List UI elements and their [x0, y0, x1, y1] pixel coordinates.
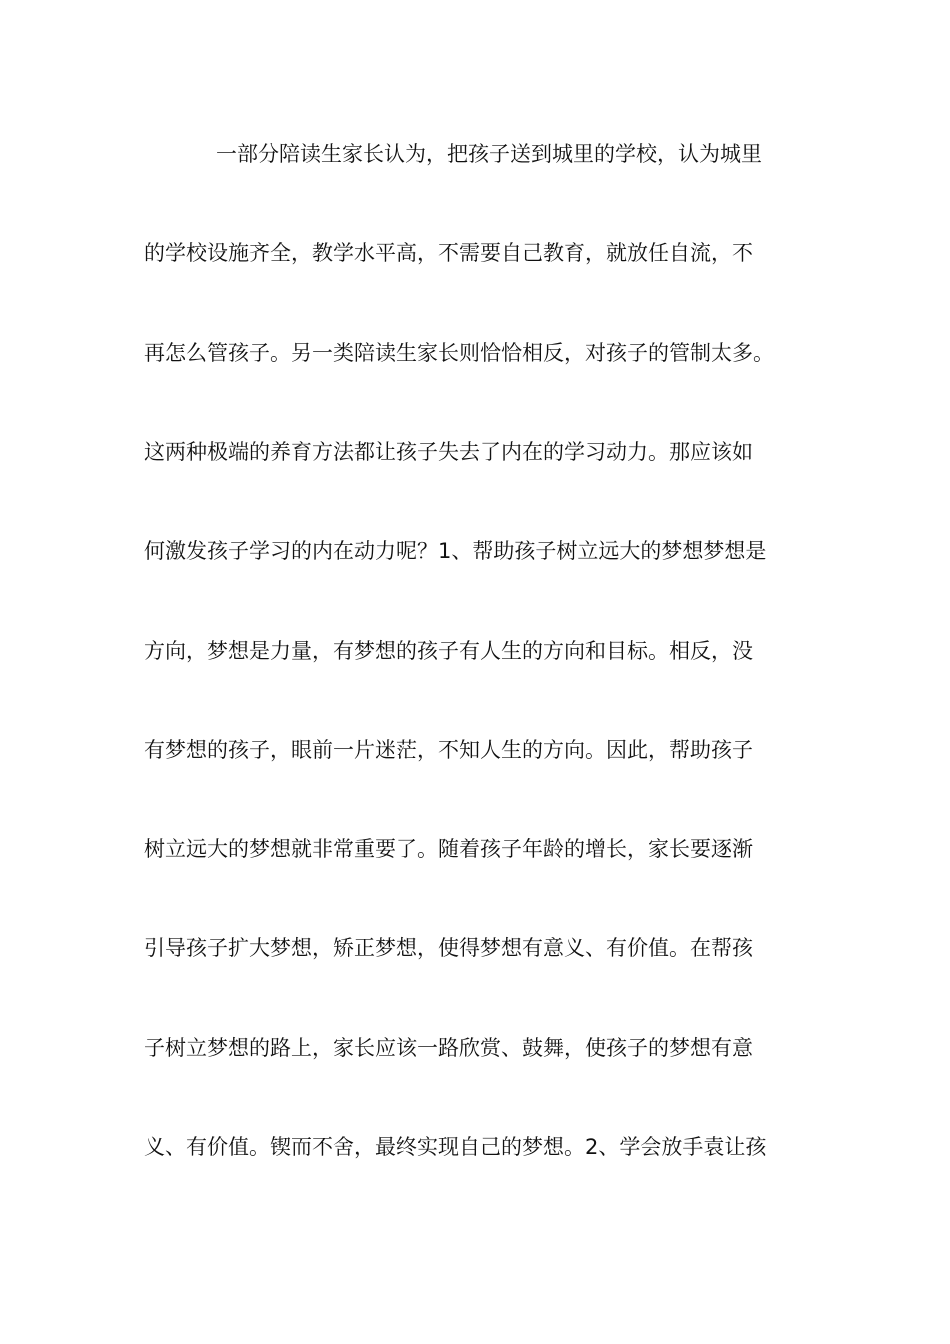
paragraph-line-3: 再怎么管孩子。另一类陪读生家长则恰恰相反，对孩子的管制太多。: [144, 341, 774, 365]
paragraph-line-1: 一部分陪读生家长认为，把孩子送到城里的学校，认为城里: [216, 142, 762, 166]
paragraph-line-9: 引导孩子扩大梦想，矫正梦想，使得梦想有意义、有价值。在帮孩: [144, 936, 753, 960]
paragraph-line-11: 义、有价值。锲而不舍，最终实现自己的梦想。2、学会放手袁让孩: [144, 1135, 767, 1159]
paragraph-line-8: 树立远大的梦想就非常重要了。随着孩子年龄的增长，家长要逐渐: [144, 837, 753, 861]
paragraph-line-5: 何激发孩子学习的内在动力呢？1、帮助孩子树立远大的梦想梦想是: [144, 539, 767, 563]
paragraph-line-6: 方向，梦想是力量，有梦想的孩子有人生的方向和目标。相反，没: [144, 639, 753, 663]
paragraph-line-7: 有梦想的孩子，眼前一片迷茫，不知人生的方向。因此，帮助孩子: [144, 738, 753, 762]
paragraph-line-4: 这两种极端的养育方法都让孩子失去了内在的学习动力。那应该如: [144, 440, 753, 464]
paragraph-line-10: 子树立梦想的路上，家长应该一路欣赏、鼓舞，使孩子的梦想有意: [144, 1036, 753, 1060]
paragraph-line-2: 的学校设施齐全，教学水平高，不需要自己教育，就放任自流，不: [144, 241, 753, 265]
